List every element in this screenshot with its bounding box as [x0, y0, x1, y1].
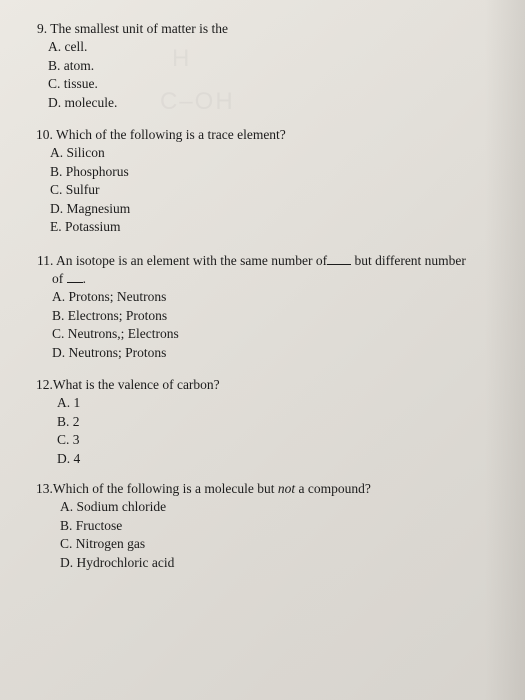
- answer-choice: A. Sodium chloride: [60, 499, 167, 514]
- fill-in-blank: [67, 272, 83, 283]
- answer-choice: C. tissue.: [48, 76, 98, 91]
- page-edge-shadow: [485, 0, 525, 700]
- emphasized-word: not: [277, 481, 296, 496]
- question-text: Which of the following is a trace element?: [56, 127, 286, 142]
- question-text: but different number: [354, 253, 466, 268]
- answer-choice: A. Silicon: [50, 145, 105, 160]
- answer-choice: B. 2: [57, 413, 80, 429]
- answer-choice: A. cell.: [48, 39, 88, 54]
- question-text: The smallest unit of matter is the: [50, 21, 228, 36]
- answer-choice: B. Electrons; Protons: [52, 307, 168, 323]
- answer-choices: [52, 288, 466, 362]
- answer-choice: C. 3: [57, 432, 80, 447]
- answer-choice: D. molecule.: [48, 94, 118, 110]
- answer-choice: E. Potassium: [50, 219, 121, 234]
- answer-choice: B. Phosphorus: [50, 163, 129, 179]
- answer-choice: A. Protons; Neutrons: [52, 289, 167, 304]
- question-text: .: [82, 271, 86, 286]
- answer-choices: [57, 394, 220, 468]
- bleed-through-mark: C–OH: [160, 88, 235, 115]
- answer-choices: [60, 498, 371, 572]
- question-text: Which of the following is a molecule but: [52, 481, 275, 496]
- answer-choice: C. Nitrogen gas: [60, 536, 146, 551]
- answer-choice: C. Neutrons,; Electrons: [52, 326, 179, 341]
- question-12: [36, 376, 220, 468]
- question-9: [37, 20, 228, 112]
- question-13: [36, 480, 371, 572]
- question-stem: [37, 252, 466, 270]
- answer-choice: D. Hydrochloric acid: [60, 554, 175, 570]
- answer-choice: D. 4: [57, 450, 81, 466]
- question-number: 10.: [36, 127, 53, 142]
- question-stem: [37, 20, 228, 38]
- question-stem: [36, 376, 220, 394]
- question-text: An isotope is an element with the same number of: [56, 253, 328, 268]
- question-text: a compound?: [298, 481, 371, 496]
- question-number: 11.: [37, 253, 54, 268]
- question-number: 12.: [36, 377, 53, 392]
- question-stem: [36, 480, 371, 498]
- question-number: 9.: [37, 21, 48, 36]
- answer-choice: D. Magnesium: [50, 200, 131, 216]
- bleed-through-mark: H: [172, 45, 192, 72]
- fill-in-blank: [327, 254, 351, 265]
- answer-choice: B. atom.: [48, 57, 95, 73]
- question-text: What is the valence of carbon?: [52, 377, 220, 392]
- answer-choice: B. Fructose: [60, 517, 123, 533]
- answer-choice: D. Neutrons; Protons: [52, 344, 167, 360]
- question-number: 13.: [36, 481, 53, 496]
- question-stem: [36, 126, 286, 144]
- answer-choices: [50, 144, 286, 237]
- question-11: [37, 252, 466, 362]
- answer-choice: A. 1: [57, 395, 81, 410]
- answer-choices: [48, 38, 228, 112]
- question-text: of: [52, 271, 64, 286]
- question-10: [36, 126, 286, 237]
- question-stem-continued: [52, 270, 466, 288]
- answer-choice: C. Sulfur: [50, 182, 100, 197]
